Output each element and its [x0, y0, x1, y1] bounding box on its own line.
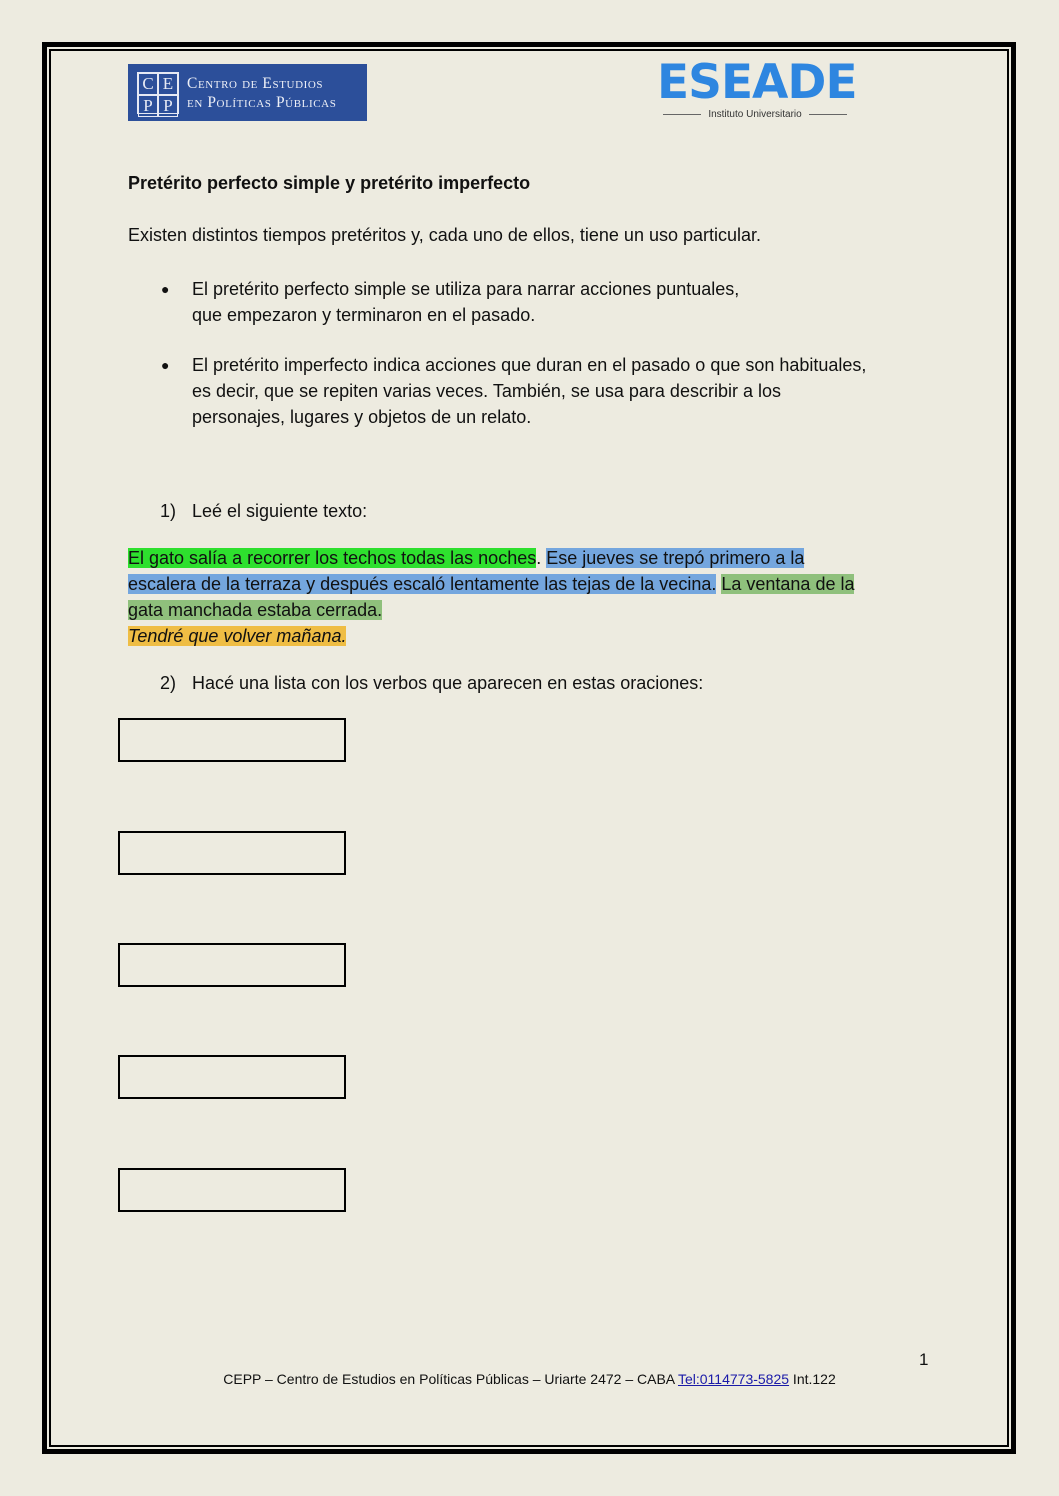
- highlight-sentence-3b: gata manchada estaba cerrada.: [128, 600, 383, 620]
- question-text: Leé el siguiente texto:: [192, 501, 368, 521]
- intro-paragraph: Existen distintos tiempos pretéritos y, cada uno de ellos, tiene un uso particular.: [128, 225, 762, 245]
- bullet-line: El pretérito perfecto simple se utiliza para narrar acciones puntuales,: [192, 279, 740, 299]
- question-2: [160, 673, 703, 694]
- answer-box[interactable]: [118, 943, 346, 987]
- question-number: 2): [160, 673, 177, 693]
- bullet-line: El pretérito imperfecto indica acciones que duran en el pasado o que son habituales,: [192, 355, 867, 375]
- cepp-letter: E: [158, 73, 178, 95]
- bullet-dot-icon: ●: [161, 357, 170, 373]
- question-1: [160, 501, 367, 522]
- page-footer: [0, 1371, 1059, 1387]
- answer-box[interactable]: [118, 1168, 346, 1212]
- bullet-line: es decir, que se repiten varias veces. También, se usa para describir a los: [192, 381, 781, 401]
- answer-box[interactable]: [118, 718, 346, 762]
- passage-line: [128, 571, 948, 597]
- cepp-letter: P: [158, 95, 178, 117]
- highlight-sentence-2a: Ese jueves se trepó primero a la: [546, 548, 805, 568]
- eseade-rule-right: [809, 114, 847, 115]
- page-number: 1: [919, 1350, 929, 1369]
- cepp-logo: [128, 64, 367, 121]
- cepp-logo-mark: [137, 72, 179, 114]
- bullet-line: personajes, lugares y objetos de un relato.: [192, 407, 532, 427]
- eseade-logo: [657, 55, 857, 122]
- bullet-line: que empezaron y terminaron en el pasado.: [192, 305, 536, 325]
- question-text: Hacé una lista con los verbos que aparecen en estas oraciones:: [192, 673, 704, 693]
- cepp-logo-text: [187, 74, 336, 112]
- highlight-sentence-3a: La ventana de la: [721, 574, 855, 594]
- passage-line: [128, 597, 948, 623]
- question-number: 1): [160, 501, 177, 521]
- reading-passage: [128, 545, 948, 649]
- footer-extension: Int.122: [789, 1371, 836, 1387]
- highlight-sentence-2b: escalera de la terraza y después escaló lentamente las tejas de la vecina.: [128, 574, 717, 594]
- bullet-item: [161, 352, 952, 430]
- cepp-logo-line2: en Políticas Públicas: [187, 93, 337, 111]
- bullet-dot-icon: ●: [161, 281, 170, 297]
- eseade-logo-subtitle: Instituto Universitario: [708, 108, 802, 120]
- answer-box[interactable]: [118, 1055, 346, 1099]
- highlight-sentence-4: Tendré que volver mañana.: [128, 626, 347, 646]
- answer-box[interactable]: [118, 831, 346, 875]
- footer-text: CEPP – Centro de Estudios en Políticas Públicas – Uriarte 2472 – CABA: [223, 1371, 678, 1387]
- eseade-logo-subtitle-row: [657, 107, 853, 121]
- bullet-item: [161, 276, 952, 328]
- page-title: Pretérito perfecto simple y pretérito imperfecto: [128, 173, 531, 193]
- passage-line: [128, 545, 948, 571]
- cepp-letter: C: [138, 73, 158, 95]
- passage-line: [128, 623, 948, 649]
- eseade-logo-name: ESEADE: [657, 55, 857, 110]
- cepp-letter: P: [138, 95, 158, 117]
- footer-phone-link[interactable]: Tel:0114773-5825: [677, 1371, 790, 1387]
- highlight-sentence-1: El gato salía a recorrer los techos todas las noches: [128, 548, 537, 568]
- cepp-logo-line1: Centro de Estudios: [187, 74, 324, 92]
- sentence-1-end: .: [536, 548, 542, 568]
- eseade-rule-left: [663, 114, 701, 115]
